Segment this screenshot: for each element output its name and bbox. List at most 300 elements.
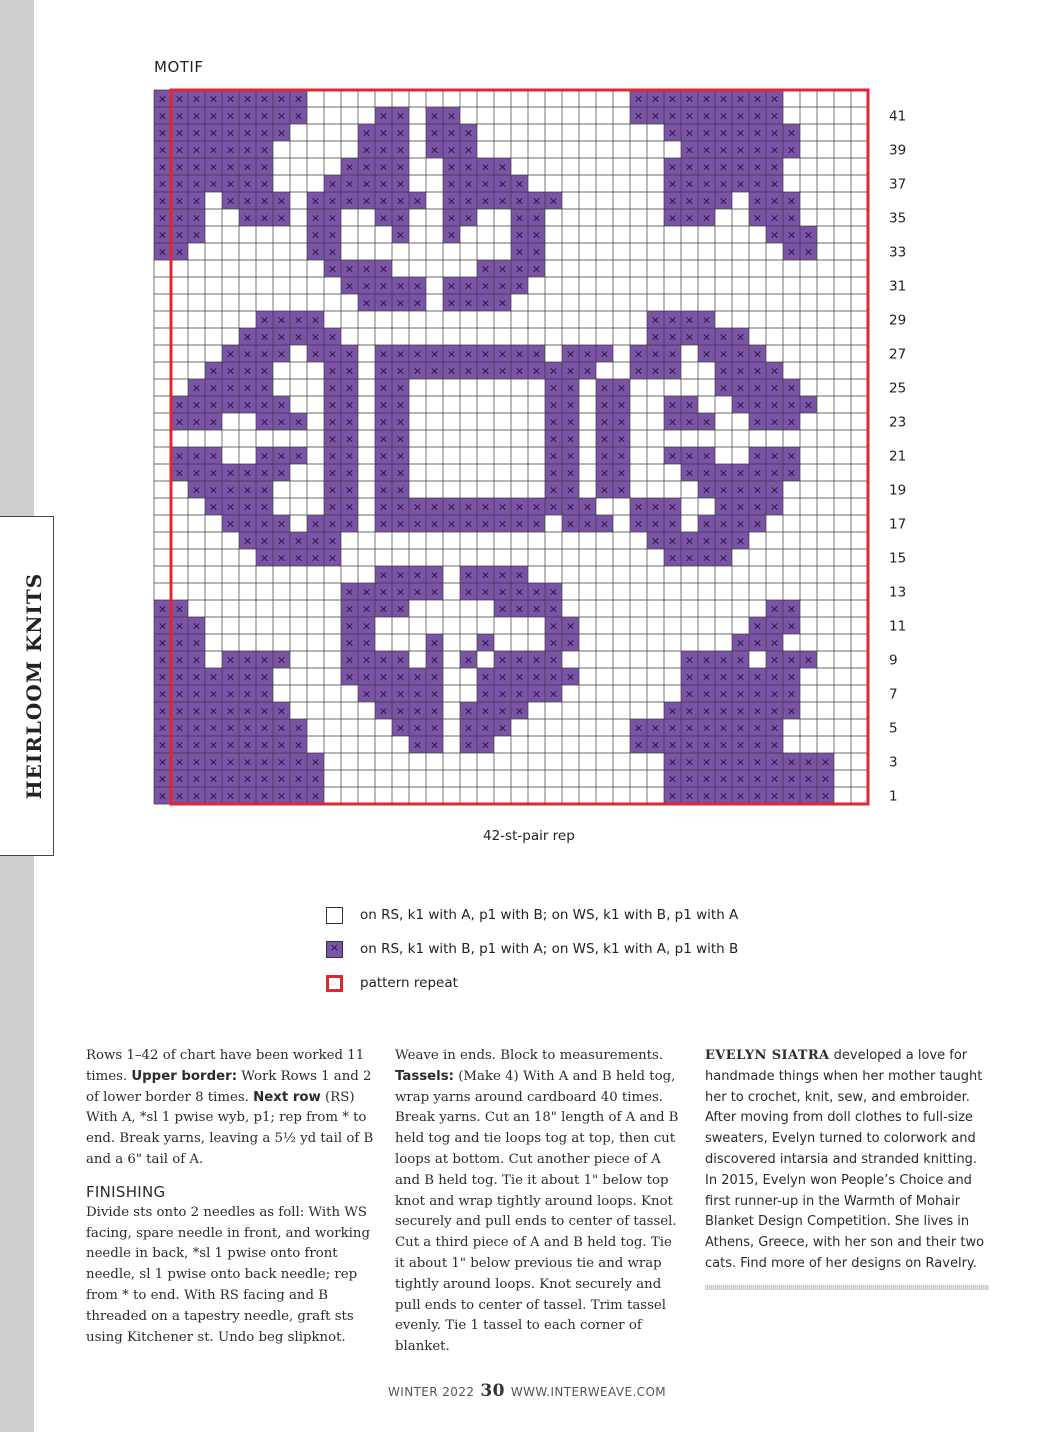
- chart-cell-symbol: ×: [174, 194, 185, 208]
- chart-cell-symbol: ×: [276, 211, 287, 225]
- chart-cell-symbol: ×: [344, 398, 355, 412]
- chart-cell-symbol: ×: [803, 398, 814, 412]
- chart-cell-symbol: ×: [395, 143, 406, 157]
- chart-cell-symbol: ×: [293, 330, 304, 344]
- chart-cell-symbol: ×: [650, 109, 661, 123]
- chart-cell-symbol: ×: [276, 109, 287, 123]
- chart-cell-symbol: ×: [378, 517, 389, 531]
- chart-cell-symbol: ×: [446, 160, 457, 174]
- chart-cell-symbol: ×: [208, 415, 219, 429]
- chart-cell-symbol: ×: [395, 517, 406, 531]
- chart-cell-symbol: ×: [667, 211, 678, 225]
- chart-cell-symbol: ×: [412, 500, 423, 514]
- chart-cell-symbol: ×: [701, 687, 712, 701]
- paragraph: Weave in ends. Block to measurements.: [395, 1048, 664, 1063]
- chart-cell-symbol: ×: [701, 347, 712, 361]
- chart-cell-symbol: ×: [684, 313, 695, 327]
- chart-cell-symbol: ×: [378, 177, 389, 191]
- chart-cell-symbol: ×: [276, 194, 287, 208]
- chart-cell-symbol: ×: [752, 449, 763, 463]
- chart-cell-symbol: ×: [327, 500, 338, 514]
- chart-cell-symbol: ×: [667, 194, 678, 208]
- chart-cell-symbol: ×: [378, 483, 389, 497]
- chart-cell-symbol: ×: [174, 755, 185, 769]
- chart-cell-symbol: ×: [718, 670, 729, 684]
- chart-cell-symbol: ×: [208, 704, 219, 718]
- chart-cell-symbol: ×: [718, 704, 729, 718]
- chart-cell-symbol: ×: [718, 738, 729, 752]
- chart-cell-symbol: ×: [684, 721, 695, 735]
- chart-cell-symbol: ×: [446, 296, 457, 310]
- chart-cell-symbol: ×: [174, 211, 185, 225]
- row-number-label: 39: [889, 142, 907, 159]
- chart-cell-symbol: ×: [225, 92, 236, 106]
- chart-cell-symbol: ×: [446, 194, 457, 208]
- chart-cell-symbol: ×: [548, 381, 559, 395]
- chart-cell-symbol: ×: [497, 687, 508, 701]
- chart-cell-symbol: ×: [259, 687, 270, 701]
- chart-cell-symbol: ×: [327, 245, 338, 259]
- chart-cell-symbol: ×: [599, 398, 610, 412]
- chart-cell-symbol: ×: [208, 449, 219, 463]
- row-number-label: 3: [889, 754, 898, 771]
- chart-cell-symbol: ×: [565, 619, 576, 633]
- chart-cell-symbol: ×: [310, 789, 321, 803]
- chart-cell-symbol: ×: [463, 296, 474, 310]
- chart-cell-symbol: ×: [225, 160, 236, 174]
- chart-cell-symbol: ×: [497, 160, 508, 174]
- chart-cell-symbol: ×: [327, 415, 338, 429]
- chart-cell-symbol: ×: [395, 415, 406, 429]
- chart-cell-symbol: ×: [718, 772, 729, 786]
- chart-cell-symbol: ×: [480, 347, 491, 361]
- chart-cell-symbol: ×: [820, 755, 831, 769]
- chart-cell-symbol: ×: [514, 517, 525, 531]
- chart-cell-symbol: ×: [786, 126, 797, 140]
- chart-cell-symbol: ×: [769, 143, 780, 157]
- chart-cell-symbol: ×: [259, 194, 270, 208]
- chart-cell-symbol: ×: [412, 194, 423, 208]
- chart-cell-symbol: ×: [378, 687, 389, 701]
- chart-cell-symbol: ×: [191, 449, 202, 463]
- chart-cell-symbol: ×: [769, 194, 780, 208]
- chart-cell-symbol: ×: [344, 415, 355, 429]
- chart-cell-symbol: ×: [327, 398, 338, 412]
- chart-cell-symbol: ×: [276, 534, 287, 548]
- chart-cell-symbol: ×: [378, 653, 389, 667]
- chart-cell-symbol: ×: [446, 143, 457, 157]
- chart-cell-symbol: ×: [514, 602, 525, 616]
- chart-cell-symbol: ×: [361, 143, 372, 157]
- chart-cell-symbol: ×: [786, 772, 797, 786]
- chart-cell-symbol: ×: [208, 670, 219, 684]
- chart-cell-symbol: ×: [497, 704, 508, 718]
- chart-cell-symbol: ×: [344, 449, 355, 463]
- chart-cell-symbol: ×: [225, 398, 236, 412]
- chart-cell-symbol: ×: [327, 466, 338, 480]
- chart-cell-symbol: ×: [769, 177, 780, 191]
- chart-cell-symbol: ×: [310, 245, 321, 259]
- chart-cell-symbol: ×: [769, 483, 780, 497]
- chart-cell-symbol: ×: [718, 466, 729, 480]
- section-heading: FINISHING: [86, 1182, 166, 1201]
- chart-cell-symbol: ×: [616, 449, 627, 463]
- chart-cell-symbol: ×: [786, 755, 797, 769]
- chart-cell-symbol: ×: [259, 704, 270, 718]
- chart-cell-symbol: ×: [276, 449, 287, 463]
- chart-cell-symbol: ×: [531, 245, 542, 259]
- chart-cell-symbol: ×: [395, 500, 406, 514]
- chart-cell-symbol: ×: [259, 415, 270, 429]
- chart-cell-symbol: ×: [684, 415, 695, 429]
- chart-cell-symbol: ×: [565, 500, 576, 514]
- text-column-1: [86, 1046, 376, 1348]
- chart-cell-symbol: ×: [446, 347, 457, 361]
- chart-cell-symbol: ×: [208, 160, 219, 174]
- chart-cell-symbol: ×: [225, 347, 236, 361]
- chart-cell-symbol: ×: [599, 432, 610, 446]
- chart-cell-symbol: ×: [395, 449, 406, 463]
- legend-label: on RS, k1 with B, p1 with A; on WS, k1 with A, p1 with B: [360, 941, 739, 957]
- chart-title: MOTIF: [154, 58, 204, 76]
- chart-cell-symbol: ×: [361, 653, 372, 667]
- chart-cell-symbol: ×: [378, 398, 389, 412]
- chart-cell-symbol: ×: [310, 347, 321, 361]
- chart-cell-symbol: ×: [769, 602, 780, 616]
- chart-cell-symbol: ×: [752, 109, 763, 123]
- chart-cell-symbol: ×: [786, 398, 797, 412]
- chart-cell-symbol: ×: [242, 126, 253, 140]
- chart-cell-symbol: ×: [667, 704, 678, 718]
- chart-cell-symbol: ×: [395, 211, 406, 225]
- chart-cell-symbol: ×: [429, 721, 440, 735]
- chart-cell-symbol: ×: [514, 653, 525, 667]
- chart-cell-symbol: ×: [684, 534, 695, 548]
- chart-cell-symbol: ×: [514, 585, 525, 599]
- chart-cell-symbol: ×: [344, 432, 355, 446]
- chart-cell-symbol: ×: [208, 500, 219, 514]
- chart-cell-symbol: ×: [225, 755, 236, 769]
- chart-cell-symbol: ×: [548, 636, 559, 650]
- chart-cell-symbol: ×: [242, 194, 253, 208]
- chart-cell-symbol: ×: [786, 381, 797, 395]
- legend-item-filled: [326, 932, 738, 966]
- chart-cell-symbol: ×: [718, 194, 729, 208]
- chart-cell-symbol: ×: [344, 279, 355, 293]
- chart-cell-symbol: ×: [242, 517, 253, 531]
- page-footer: [388, 1381, 666, 1401]
- chart-cell-symbol: ×: [446, 211, 457, 225]
- chart-cell-symbol: ×: [259, 160, 270, 174]
- chart-cell-symbol: ×: [531, 194, 542, 208]
- chart-cell-symbol: ×: [684, 398, 695, 412]
- chart-cell-symbol: ×: [582, 347, 593, 361]
- chart-cell-symbol: ×: [769, 449, 780, 463]
- text-column-2: [395, 1046, 685, 1358]
- chart-cell-symbol: ×: [667, 772, 678, 786]
- chart-cell-symbol: ×: [259, 449, 270, 463]
- chart-cell-symbol: ×: [769, 126, 780, 140]
- chart-cell-symbol: ×: [514, 347, 525, 361]
- chart-cell-symbol: ×: [378, 194, 389, 208]
- chart-cell-symbol: ×: [786, 670, 797, 684]
- chart-cell-symbol: ×: [497, 517, 508, 531]
- chart-cell-symbol: ×: [429, 636, 440, 650]
- chart-cell-symbol: ×: [667, 738, 678, 752]
- chart-cell-symbol: ×: [446, 364, 457, 378]
- chart-cell-symbol: ×: [259, 381, 270, 395]
- chart-cell-symbol: ×: [395, 602, 406, 616]
- chart-cell-symbol: ×: [463, 194, 474, 208]
- chart-cell-symbol: ×: [208, 772, 219, 786]
- chart-cell-symbol: ×: [378, 347, 389, 361]
- chart-cell-symbol: ×: [548, 670, 559, 684]
- chart-cell-symbol: ×: [667, 721, 678, 735]
- chart-cell-symbol: ×: [293, 92, 304, 106]
- chart-cell-symbol: ×: [191, 738, 202, 752]
- chart-cell-symbol: ×: [565, 636, 576, 650]
- chart-cell-symbol: ×: [735, 772, 746, 786]
- chart-cell-symbol: ×: [378, 279, 389, 293]
- chart-cell-symbol: ×: [310, 228, 321, 242]
- chart-cell-symbol: ×: [225, 177, 236, 191]
- chart-cell-symbol: ×: [395, 160, 406, 174]
- chart-cell-symbol: ×: [752, 772, 763, 786]
- chart-cell-symbol: ×: [174, 636, 185, 650]
- chart-cell-symbol: ×: [531, 228, 542, 242]
- row-number-label: 35: [889, 210, 907, 227]
- chart-cell-symbol: ×: [361, 126, 372, 140]
- chart-cell-symbol: ×: [395, 381, 406, 395]
- chart-cell-symbol: ×: [378, 160, 389, 174]
- chart-cell-symbol: ×: [259, 738, 270, 752]
- chart-cell-symbol: ×: [701, 330, 712, 344]
- chart-cell-symbol: ×: [378, 704, 389, 718]
- chart-cell-symbol: ×: [191, 721, 202, 735]
- chart-cell-symbol: ×: [429, 653, 440, 667]
- chart-cell-symbol: ×: [514, 245, 525, 259]
- motif-chart: [150, 86, 930, 816]
- chart-cell-symbol: ×: [701, 143, 712, 157]
- chart-cell-symbol: ×: [174, 160, 185, 174]
- chart-cell-symbol: ×: [735, 330, 746, 344]
- chart-cell-symbol: ×: [718, 483, 729, 497]
- chart-cell-symbol: ×: [718, 551, 729, 565]
- legend-item-empty: [326, 898, 738, 932]
- chart-cell-symbol: ×: [157, 619, 168, 633]
- chart-cell-symbol: ×: [395, 721, 406, 735]
- chart-cell-symbol: ×: [633, 738, 644, 752]
- chart-cell-symbol: ×: [310, 755, 321, 769]
- chart-cell-symbol: ×: [361, 687, 372, 701]
- chart-cell-symbol: ×: [565, 517, 576, 531]
- chart-cell-symbol: ×: [769, 211, 780, 225]
- chart-cell-symbol: ×: [803, 653, 814, 667]
- chart-cell-symbol: ×: [616, 415, 627, 429]
- chart-cell-symbol: ×: [735, 704, 746, 718]
- row-number-label: 27: [889, 346, 907, 363]
- chart-cell-symbol: ×: [667, 160, 678, 174]
- chart-cell-symbol: ×: [752, 466, 763, 480]
- chart-cell-symbol: ×: [667, 109, 678, 123]
- chart-cell-symbol: ×: [684, 738, 695, 752]
- chart-cell-symbol: ×: [429, 585, 440, 599]
- chart-cell-symbol: ×: [157, 653, 168, 667]
- chart-cell-symbol: ×: [514, 177, 525, 191]
- chart-cell-symbol: ×: [242, 177, 253, 191]
- chart-cell-symbol: ×: [752, 381, 763, 395]
- chart-cell-symbol: ×: [514, 500, 525, 514]
- chart-cell-symbol: ×: [735, 670, 746, 684]
- chart-cell-symbol: ×: [208, 738, 219, 752]
- chart-cell-symbol: ×: [242, 789, 253, 803]
- chart-cell-symbol: ×: [650, 364, 661, 378]
- chart-cell-symbol: ×: [769, 755, 780, 769]
- chart-cell-symbol: ×: [208, 177, 219, 191]
- chart-cell-symbol: ×: [293, 534, 304, 548]
- chart-cell-symbol: ×: [701, 449, 712, 463]
- chart-cell-symbol: ×: [735, 534, 746, 548]
- chart-cell-symbol: ×: [191, 160, 202, 174]
- chart-cell-symbol: ×: [752, 636, 763, 650]
- issue-label: WINTER 2022: [388, 1385, 475, 1399]
- chart-cell-symbol: ×: [684, 704, 695, 718]
- chart-cell-symbol: ×: [361, 670, 372, 684]
- legend: [326, 898, 738, 1000]
- chart-cell-symbol: ×: [684, 211, 695, 225]
- chart-cell-symbol: ×: [242, 109, 253, 123]
- chart-cell-symbol: ×: [395, 398, 406, 412]
- chart-cell-symbol: ×: [769, 381, 780, 395]
- chart-cell-symbol: ×: [242, 347, 253, 361]
- chart-cell-symbol: ×: [395, 687, 406, 701]
- chart-cell-symbol: ×: [701, 670, 712, 684]
- chart-cell-symbol: ×: [650, 517, 661, 531]
- chart-cell-symbol: ×: [157, 670, 168, 684]
- chart-cell-symbol: ×: [718, 92, 729, 106]
- chart-cell-symbol: ×: [412, 568, 423, 582]
- chart-cell-symbol: ×: [701, 721, 712, 735]
- chart-cell-symbol: ×: [344, 177, 355, 191]
- chart-cell-symbol: ×: [531, 585, 542, 599]
- chart-cell-symbol: ×: [514, 194, 525, 208]
- chart-cell-symbol: ×: [242, 534, 253, 548]
- chart-cell-symbol: ×: [701, 160, 712, 174]
- chart-cell-symbol: ×: [259, 534, 270, 548]
- chart-cell-symbol: ×: [225, 721, 236, 735]
- chart-cell-symbol: ×: [718, 330, 729, 344]
- chart-cell-symbol: ×: [242, 670, 253, 684]
- chart-cell-symbol: ×: [769, 109, 780, 123]
- chart-cell-symbol: ×: [514, 364, 525, 378]
- chart-cell-symbol: ×: [344, 636, 355, 650]
- chart-cell-symbol: ×: [242, 143, 253, 157]
- chart-cell-symbol: ×: [531, 517, 542, 531]
- chart-cell-symbol: ×: [735, 738, 746, 752]
- row-number-label: 31: [889, 278, 907, 295]
- chart-cell-symbol: ×: [191, 619, 202, 633]
- chart-cell-symbol: ×: [412, 704, 423, 718]
- chart-cell-symbol: ×: [786, 245, 797, 259]
- chart-cell-symbol: ×: [276, 704, 287, 718]
- chart-cell-symbol: ×: [412, 738, 423, 752]
- chart-cell-symbol: ×: [480, 636, 491, 650]
- chart-cell-symbol: ×: [650, 92, 661, 106]
- chart-cell-symbol: ×: [497, 262, 508, 276]
- chart-cell-symbol: ×: [531, 211, 542, 225]
- chart-cell-symbol: ×: [752, 721, 763, 735]
- paragraph: Tassels: (Make 4) With A and B held tog, wrap yarns around cardboard 40 times. Break yarns. Cut an 18" length of A and B held tog and tie loops tog at top, then cut loops at bottom. Cut another piece of A and B held tog. Tie it about 1" below top knot and wrap tightly around loops. Knot securely and pull ends to center of tassel. Cut a third piece of A and B held tog. Tie it about 1" below previous tie and wrap tightly around loops. Knot securely and pull ends to center of tassel. Trim tassel evenly. Tie 1 tassel to each corner of blanket.: [395, 1068, 679, 1355]
- row-number-label: 37: [889, 176, 907, 193]
- row-number-label: 13: [889, 584, 907, 601]
- chart-cell-symbol: ×: [701, 653, 712, 667]
- chart-cell-symbol: ×: [667, 347, 678, 361]
- chart-cell-symbol: ×: [565, 364, 576, 378]
- chart-cell-symbol: ×: [344, 466, 355, 480]
- chart-cell-symbol: ×: [378, 432, 389, 446]
- chart-cell-symbol: ×: [157, 109, 168, 123]
- chart-cell-symbol: ×: [259, 364, 270, 378]
- chart-cell-symbol: ×: [786, 789, 797, 803]
- chart-cell-symbol: ×: [276, 772, 287, 786]
- row-number-label: 9: [889, 652, 898, 669]
- chart-cell-symbol: ×: [310, 772, 321, 786]
- chart-cell-symbol: ×: [429, 670, 440, 684]
- chart-cell-symbol: ×: [514, 211, 525, 225]
- chart-cell-symbol: ×: [157, 194, 168, 208]
- chart-cell-symbol: ×: [599, 449, 610, 463]
- chart-cell-symbol: ×: [225, 500, 236, 514]
- chart-cell-symbol: ×: [752, 160, 763, 174]
- chart-cell-symbol: ×: [310, 534, 321, 548]
- chart-cell-symbol: ×: [531, 653, 542, 667]
- chart-cell-symbol: ×: [429, 126, 440, 140]
- chart-cell-symbol: ×: [259, 517, 270, 531]
- chart-cell-symbol: ×: [735, 160, 746, 174]
- chart-cell-symbol: ×: [497, 279, 508, 293]
- chart-cell-symbol: ×: [208, 92, 219, 106]
- chart-cell-symbol: ×: [327, 347, 338, 361]
- chart-cell-symbol: ×: [191, 483, 202, 497]
- chart-cell-symbol: ×: [480, 687, 491, 701]
- chart-cell-symbol: ×: [718, 109, 729, 123]
- chart-cell-symbol: ×: [769, 738, 780, 752]
- chart-cell-symbol: ×: [752, 143, 763, 157]
- chart-cell-symbol: ×: [174, 92, 185, 106]
- chart-cell-symbol: ×: [208, 483, 219, 497]
- chart-cell-symbol: ×: [531, 602, 542, 616]
- chart-cell-symbol: ×: [735, 109, 746, 123]
- chart-cell-symbol: ×: [259, 177, 270, 191]
- chart-cell-symbol: ×: [497, 296, 508, 310]
- chart-cell-symbol: ×: [565, 398, 576, 412]
- chart-cell-symbol: ×: [667, 415, 678, 429]
- chart-cell-symbol: ×: [497, 721, 508, 735]
- chart-cell-symbol: ×: [276, 330, 287, 344]
- chart-cell-symbol: ×: [480, 262, 491, 276]
- chart-cell-symbol: ×: [701, 789, 712, 803]
- chart-cell-symbol: ×: [242, 398, 253, 412]
- chart-cell-symbol: ×: [276, 551, 287, 565]
- chart-cell-symbol: ×: [701, 194, 712, 208]
- chart-cell-symbol: ×: [803, 755, 814, 769]
- chart-cell-symbol: ×: [616, 466, 627, 480]
- chart-cell-symbol: ×: [633, 92, 644, 106]
- chart-cell-symbol: ×: [412, 364, 423, 378]
- chart-cell-symbol: ×: [463, 347, 474, 361]
- chart-cell-symbol: ×: [276, 653, 287, 667]
- chart-cell-symbol: ×: [684, 466, 695, 480]
